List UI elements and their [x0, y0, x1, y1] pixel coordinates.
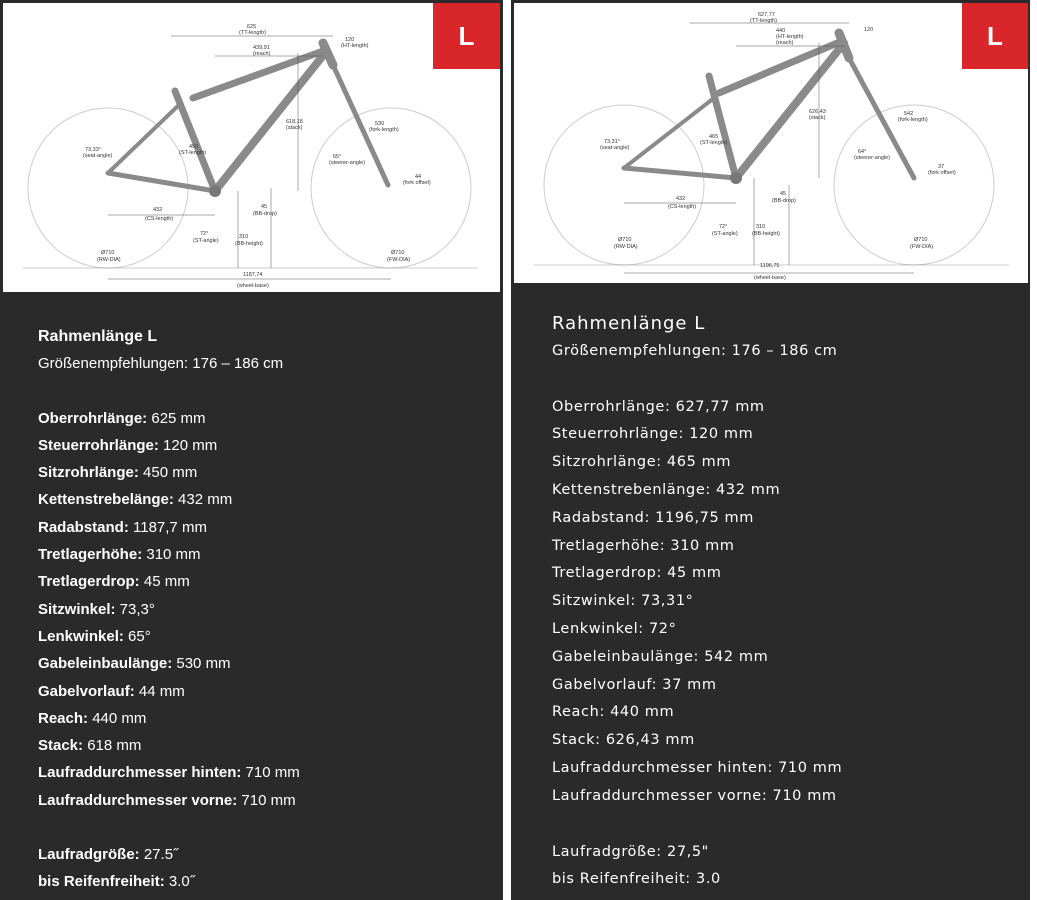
- spec-row: [552, 505, 842, 533]
- spec-value: 710 mm: [237, 791, 296, 809]
- svg-text:(HT-length): (HT-length): [776, 34, 804, 40]
- spec-value: 45 mm: [661, 565, 722, 582]
- svg-text:Ø710: Ø710: [391, 250, 405, 256]
- spec-value: 710 mm: [772, 759, 843, 776]
- spec-label: Reach:: [38, 709, 89, 727]
- spec-label: Lenkwinkel:: [38, 627, 124, 645]
- svg-text:Ø710: Ø710: [101, 250, 115, 256]
- svg-text:(BB-height): (BB-height): [235, 241, 263, 247]
- spec-row: [552, 699, 842, 727]
- size-badge: L: [962, 3, 1028, 69]
- rear-wheel-outline: [28, 108, 188, 268]
- spec-label: Kettenstrebelänge:: [38, 491, 174, 509]
- spec-value: 27,5": [661, 843, 709, 860]
- extra-spec-row: [38, 868, 300, 895]
- svg-text:1196,75: 1196,75: [760, 263, 780, 269]
- frame-size-title: Rahmenlänge L: [38, 328, 158, 345]
- svg-text:(seat-angle): (seat-angle): [83, 153, 113, 159]
- spec-label: Gabeleinbaulänge:: [38, 655, 173, 673]
- spec-row: [552, 783, 842, 811]
- spec-list: [38, 323, 300, 896]
- extra-spec-row: [38, 841, 300, 868]
- spec-label: Sitzrohrlänge:: [38, 464, 139, 482]
- svg-text:(wheel-base): (wheel-base): [754, 275, 786, 281]
- spec-value: 1187,7 mm: [128, 518, 207, 536]
- svg-text:(RW-DIA): (RW-DIA): [97, 257, 121, 263]
- spec-label: Gabelvorlauf:: [38, 682, 135, 700]
- svg-text:73,33°: 73,33°: [85, 147, 101, 153]
- svg-text:45: 45: [261, 204, 268, 210]
- spec-value: 310 mm: [142, 546, 201, 564]
- spec-label: Radabstand:: [38, 518, 129, 536]
- spec-value: 710 mm: [767, 787, 837, 804]
- svg-text:450: 450: [189, 144, 199, 150]
- spec-label: Tretlagerhöhe:: [38, 546, 143, 564]
- spec-row: [38, 405, 300, 432]
- spec-row: [552, 588, 842, 616]
- spec-label: Steuerrohrlänge:: [552, 426, 685, 443]
- svg-text:37: 37: [938, 164, 945, 170]
- svg-text:(ST-angle): (ST-angle): [193, 238, 219, 244]
- spec-row: [38, 787, 300, 814]
- frame-tubes: [108, 43, 388, 191]
- spec-value: 27.5˝: [139, 846, 179, 864]
- spec-row: [552, 477, 842, 505]
- spec-row: [38, 514, 300, 541]
- frame-geometry-diagram: [514, 3, 1028, 283]
- spec-label: Stack:: [552, 732, 601, 749]
- spec-row: [552, 644, 842, 672]
- spec-value: 450 mm: [138, 464, 198, 482]
- spec-label: Laufraddurchmesser vorne:: [38, 791, 238, 809]
- spec-row: [38, 596, 300, 623]
- spec-label: bis Reifenfreiheit:: [38, 873, 165, 891]
- spec-value: 440 mm: [604, 704, 675, 721]
- spec-value: 65°: [123, 627, 151, 645]
- svg-text:310: 310: [239, 234, 249, 240]
- spec-row: [38, 650, 300, 677]
- spec-value: 45 mm: [139, 573, 190, 591]
- spec-value: 542 mm: [699, 648, 769, 665]
- spec-value: 310 mm: [665, 537, 735, 554]
- spec-row: [38, 732, 300, 759]
- spec-row: [552, 533, 842, 561]
- spec-value: 120 mm: [684, 426, 754, 443]
- frame-size-title: Rahmenlänge L: [552, 313, 706, 334]
- spec-value: 626,43 mm: [600, 732, 695, 749]
- spec-label: Radabstand:: [552, 509, 650, 526]
- svg-text:Ø710: Ø710: [618, 237, 632, 243]
- svg-text:72°: 72°: [719, 224, 728, 230]
- spec-label: bis Reifenfreiheit:: [552, 871, 691, 888]
- spec-row: [552, 672, 842, 700]
- spec-value: 432 mm: [173, 491, 233, 509]
- spec-label: Laufraddurchmesser hinten:: [552, 759, 773, 776]
- spec-label: Tretlagerdrop:: [38, 573, 140, 591]
- spec-row: [552, 421, 842, 449]
- svg-text:45: 45: [780, 191, 787, 197]
- svg-text:440: 440: [776, 28, 786, 34]
- spec-row: [552, 560, 842, 588]
- spec-value: 1196,75 mm: [649, 509, 754, 526]
- spec-value: 618 mm: [83, 737, 142, 755]
- svg-text:432: 432: [676, 196, 686, 202]
- spec-row: [38, 459, 300, 486]
- svg-text:439,91: 439,91: [253, 45, 270, 51]
- spec-label: Gabeleinbaulänge:: [552, 648, 700, 665]
- spec-value: 3.0˝: [164, 873, 195, 891]
- size-badge: L: [433, 3, 500, 69]
- svg-text:(CS-length): (CS-length): [668, 204, 697, 210]
- spec-row: [38, 678, 300, 705]
- spec-row: [38, 541, 300, 568]
- spec-label: Steuerrohrlänge:: [38, 436, 159, 454]
- svg-text:(ST-angle): (ST-angle): [712, 231, 738, 237]
- spec-label: Tretlagerdrop:: [552, 565, 662, 582]
- svg-text:625: 625: [247, 24, 257, 30]
- spec-label: Stack:: [38, 737, 84, 755]
- svg-text:(BB-drop): (BB-drop): [253, 211, 277, 217]
- svg-text:(fork-length): (fork-length): [369, 127, 399, 133]
- svg-text:(fork offset): (fork offset): [403, 180, 431, 186]
- spec-value: 627,77 mm: [670, 398, 765, 415]
- svg-text:(TT-length): (TT-length): [750, 18, 777, 24]
- spec-value: 710 mm: [241, 764, 300, 782]
- svg-text:310: 310: [756, 224, 766, 230]
- spec-label: Sitzwinkel:: [38, 600, 116, 618]
- svg-text:(stack): (stack): [286, 125, 303, 131]
- geometry-panel-left: [0, 0, 503, 900]
- spec-row: [38, 759, 300, 786]
- svg-text:626,43: 626,43: [809, 109, 826, 115]
- extra-spec-row: [552, 839, 842, 867]
- spec-value: 44 mm: [134, 682, 185, 700]
- svg-text:(BB-height): (BB-height): [752, 231, 780, 237]
- svg-text:120: 120: [864, 27, 874, 33]
- spec-label: Sitzwinkel:: [552, 593, 636, 610]
- spec-label: Laufraddurchmesser hinten:: [38, 764, 242, 782]
- svg-text:(reach): (reach): [253, 51, 271, 57]
- svg-text:(ST-length): (ST-length): [700, 140, 728, 146]
- svg-text:(wheel-base): (wheel-base): [237, 283, 269, 289]
- spec-value: 432 mm: [710, 481, 781, 498]
- spec-label: Gabelvorlauf:: [552, 676, 658, 693]
- svg-text:73,31°: 73,31°: [604, 139, 620, 145]
- svg-text:432: 432: [153, 207, 163, 213]
- svg-text:1187,74: 1187,74: [243, 272, 263, 278]
- frame-geometry-diagram: [3, 3, 500, 292]
- spec-label: Laufradgröße:: [552, 843, 662, 860]
- spec-value: 465 mm: [661, 454, 732, 471]
- svg-text:(fork offset): (fork offset): [928, 170, 956, 176]
- svg-text:(BB-drop): (BB-drop): [772, 198, 796, 204]
- svg-text:(stack): (stack): [809, 115, 826, 121]
- bike-frame-drawing: [514, 3, 1028, 283]
- svg-text:(seat-angle): (seat-angle): [600, 145, 630, 151]
- svg-text:120: 120: [345, 37, 355, 43]
- svg-text:65°: 65°: [333, 154, 342, 160]
- spec-row: [38, 705, 300, 732]
- spec-value: 37 mm: [657, 676, 717, 693]
- svg-text:72°: 72°: [200, 231, 209, 237]
- spec-list: [552, 310, 842, 894]
- spec-value: 120 mm: [158, 436, 218, 454]
- spec-value: 72°: [643, 620, 677, 637]
- svg-text:(steerer-angle): (steerer-angle): [329, 160, 366, 166]
- svg-text:465: 465: [709, 134, 719, 140]
- spec-label: Reach:: [552, 704, 605, 721]
- extra-spec-row: [552, 866, 842, 894]
- svg-text:(CS-length): (CS-length): [145, 216, 174, 222]
- spec-value: 3.0: [690, 871, 721, 888]
- svg-text:(fork-length): (fork-length): [898, 117, 928, 123]
- spec-label: Oberrohrlänge:: [552, 398, 671, 415]
- svg-text:(FW-DIA): (FW-DIA): [910, 244, 934, 250]
- svg-text:(steerer-angle): (steerer-angle): [854, 155, 891, 161]
- svg-text:627,77: 627,77: [758, 12, 775, 18]
- size-recommendation: Größenempfehlungen: 176 – 186 cm: [552, 342, 838, 359]
- svg-text:530: 530: [375, 121, 385, 127]
- spec-label: Sitzrohrlänge:: [552, 454, 662, 471]
- geometry-panel-right: [511, 0, 1030, 900]
- spec-label: Laufraddurchmesser vorne:: [552, 787, 768, 804]
- spec-value: 625 mm: [147, 409, 206, 427]
- svg-text:(HT-length): (HT-length): [341, 43, 369, 49]
- spec-row: [552, 394, 842, 422]
- spec-label: Kettenstrebenlänge:: [552, 481, 711, 498]
- spec-value: 530 mm: [172, 655, 231, 673]
- bike-frame-drawing: [3, 3, 500, 292]
- svg-text:(ST-length): (ST-length): [179, 150, 207, 156]
- svg-text:(FW-DIA): (FW-DIA): [387, 257, 411, 263]
- spec-value: 73,3°: [115, 600, 155, 618]
- svg-text:618,18: 618,18: [286, 119, 303, 125]
- spec-row: [38, 623, 300, 650]
- svg-text:(TT-length): (TT-length): [239, 30, 266, 36]
- spec-label: Oberrohrlänge:: [38, 409, 148, 427]
- svg-text:44: 44: [415, 174, 422, 180]
- spec-row: [38, 486, 300, 513]
- svg-text:(reach): (reach): [776, 40, 794, 46]
- spec-value: 440 mm: [88, 709, 147, 727]
- svg-text:Ø710: Ø710: [914, 237, 928, 243]
- svg-text:64°: 64°: [858, 149, 867, 155]
- svg-text:542: 542: [904, 111, 914, 117]
- size-recommendation: Größenempfehlungen: 176 – 186 cm: [38, 355, 284, 373]
- svg-text:(RW-DIA): (RW-DIA): [614, 244, 638, 250]
- spec-row: [552, 727, 842, 755]
- spec-label: Tretlagerhöhe:: [552, 537, 666, 554]
- spec-row: [552, 616, 842, 644]
- spec-label: Laufradgröße:: [38, 846, 140, 864]
- spec-row: [552, 449, 842, 477]
- spec-row: [38, 432, 300, 459]
- spec-value: 73,31°: [635, 593, 694, 610]
- spec-row: [38, 568, 300, 595]
- spec-label: Lenkwinkel:: [552, 620, 644, 637]
- spec-row: [552, 755, 842, 783]
